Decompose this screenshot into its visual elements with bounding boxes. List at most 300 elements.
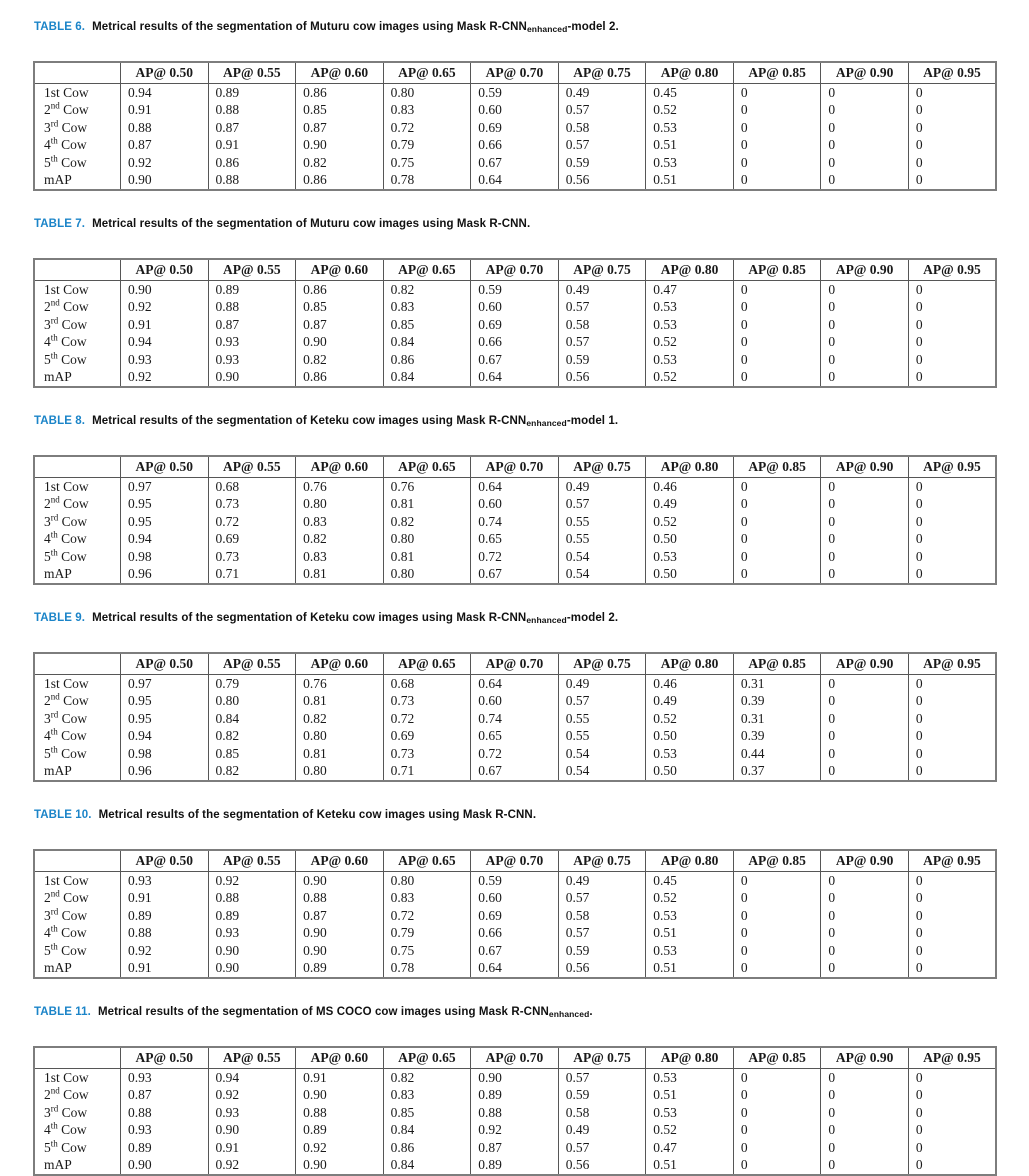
ap-value-cell: 0.54 xyxy=(558,566,646,585)
ap-value-cell: 0.65 xyxy=(471,531,559,549)
ap-value-cell: 0.82 xyxy=(208,728,296,746)
ap-value-cell: 0.51 xyxy=(646,172,734,191)
ap-value-cell: 0 xyxy=(908,496,996,514)
ap-value-cell: 0.93 xyxy=(208,925,296,943)
ap-value-cell: 0.89 xyxy=(208,84,296,102)
ap-value-cell: 0.89 xyxy=(208,281,296,299)
ap-value-cell: 0.67 xyxy=(471,351,559,369)
column-header: AP@ 0.90 xyxy=(821,259,909,281)
ap-value-cell: 0 xyxy=(908,281,996,299)
ap-value-cell: 0.91 xyxy=(208,1139,296,1157)
ap-value-cell: 0.76 xyxy=(383,478,471,496)
ap-value-cell: 0.54 xyxy=(558,548,646,566)
ap-value-cell: 0 xyxy=(821,1122,909,1140)
ap-value-cell: 0.59 xyxy=(471,281,559,299)
ap-value-cell: 0.49 xyxy=(558,675,646,693)
row-label: 4th Cow xyxy=(34,531,121,549)
ap-value-cell: 0 xyxy=(733,872,821,890)
ap-value-cell: 0.59 xyxy=(558,1087,646,1105)
column-header: AP@ 0.85 xyxy=(733,259,821,281)
column-header: AP@ 0.70 xyxy=(471,850,559,872)
ap-value-cell: 0 xyxy=(908,942,996,960)
table-row xyxy=(34,496,996,514)
ap-value-cell: 0.56 xyxy=(558,369,646,388)
ap-value-cell: 0.94 xyxy=(121,334,209,352)
ap-value-cell: 0 xyxy=(821,890,909,908)
ap-value-cell: 0.86 xyxy=(296,281,384,299)
ap-value-cell: 0.90 xyxy=(121,1157,209,1176)
ap-value-cell: 0.89 xyxy=(471,1157,559,1176)
ap-value-cell: 0.53 xyxy=(646,351,734,369)
ordinal-superscript: th xyxy=(50,332,58,343)
ap-value-cell: 0.50 xyxy=(646,728,734,746)
ap-value-cell: 0.82 xyxy=(296,154,384,172)
column-header: AP@ 0.60 xyxy=(296,1047,384,1069)
ap-value-cell: 0.90 xyxy=(471,1069,559,1087)
ap-value-cell: 0.39 xyxy=(733,693,821,711)
ap-value-cell: 0.52 xyxy=(646,369,734,388)
table-block xyxy=(33,414,997,585)
table-row xyxy=(34,316,996,334)
ap-value-cell: 0.56 xyxy=(558,172,646,191)
row-label: 5th Cow xyxy=(34,154,121,172)
column-header: AP@ 0.85 xyxy=(733,62,821,84)
ap-value-cell: 0.97 xyxy=(121,478,209,496)
ap-value-cell: 0 xyxy=(733,513,821,531)
ap-value-cell: 0.90 xyxy=(208,369,296,388)
ap-value-cell: 0 xyxy=(908,1087,996,1105)
row-label: 2nd Cow xyxy=(34,299,121,317)
ap-value-cell: 0 xyxy=(821,351,909,369)
ap-value-cell: 0.53 xyxy=(646,745,734,763)
column-header: AP@ 0.80 xyxy=(646,653,734,675)
table-row xyxy=(34,907,996,925)
table-row xyxy=(34,154,996,172)
ap-value-cell: 0.92 xyxy=(208,1087,296,1105)
ap-value-cell: 0.85 xyxy=(383,316,471,334)
ap-value-cell: 0.67 xyxy=(471,154,559,172)
table-row xyxy=(34,745,996,763)
ap-value-cell: 0.51 xyxy=(646,1087,734,1105)
ap-value-cell: 0.83 xyxy=(296,548,384,566)
ap-value-cell: 0 xyxy=(821,154,909,172)
ap-value-cell: 0.86 xyxy=(296,84,384,102)
ap-value-cell: 0 xyxy=(821,369,909,388)
ap-value-cell: 0.68 xyxy=(208,478,296,496)
ap-value-cell: 0.90 xyxy=(121,281,209,299)
ap-value-cell: 0.37 xyxy=(733,763,821,782)
ap-value-cell: 0.53 xyxy=(646,299,734,317)
ap-value-cell: 0 xyxy=(908,1069,996,1087)
ap-value-cell: 0.66 xyxy=(471,334,559,352)
column-header: AP@ 0.75 xyxy=(558,653,646,675)
ap-value-cell: 0.49 xyxy=(558,1122,646,1140)
ap-value-cell: 0.97 xyxy=(121,675,209,693)
ap-value-cell: 0.75 xyxy=(383,942,471,960)
ordinal-superscript: th xyxy=(50,1120,58,1131)
table-caption xyxy=(34,1005,997,1019)
ap-value-cell: 0.53 xyxy=(646,548,734,566)
ap-value-cell: 0.52 xyxy=(646,334,734,352)
ap-value-cell: 0 xyxy=(821,334,909,352)
ap-value-cell: 0.84 xyxy=(383,1157,471,1176)
column-header: AP@ 0.50 xyxy=(121,62,209,84)
table-caption-label: TABLE 6. xyxy=(34,21,86,33)
ap-value-cell: 0.56 xyxy=(558,1157,646,1176)
ap-value-cell: 0 xyxy=(733,890,821,908)
ap-value-cell: 0 xyxy=(733,299,821,317)
ap-value-cell: 0.55 xyxy=(558,531,646,549)
ap-value-cell: 0 xyxy=(821,745,909,763)
ap-value-cell: 0.54 xyxy=(558,745,646,763)
ap-value-cell: 0.91 xyxy=(121,316,209,334)
corner-header-cell xyxy=(34,850,121,872)
ordinal-superscript: nd xyxy=(50,494,60,505)
column-header: AP@ 0.75 xyxy=(558,259,646,281)
ap-value-cell: 0.85 xyxy=(208,745,296,763)
ap-value-cell: 0.81 xyxy=(296,745,384,763)
ap-value-cell: 0.47 xyxy=(646,1139,734,1157)
column-header: AP@ 0.50 xyxy=(121,1047,209,1069)
ap-value-cell: 0.91 xyxy=(121,890,209,908)
column-header: AP@ 0.60 xyxy=(296,259,384,281)
ap-value-cell: 0.94 xyxy=(121,531,209,549)
table-row xyxy=(34,513,996,531)
ap-value-cell: 0.57 xyxy=(558,693,646,711)
ap-value-cell: 0.82 xyxy=(383,281,471,299)
ordinal-superscript: rd xyxy=(50,118,59,129)
table-block xyxy=(33,20,997,191)
ap-value-cell: 0.53 xyxy=(646,316,734,334)
ap-value-cell: 0.71 xyxy=(208,566,296,585)
ap-value-cell: 0.88 xyxy=(208,299,296,317)
row-label: mAP xyxy=(34,369,121,388)
ap-value-cell: 0.80 xyxy=(296,763,384,782)
ap-value-cell: 0.53 xyxy=(646,154,734,172)
ap-value-cell: 0.78 xyxy=(383,960,471,979)
ap-value-cell: 0.57 xyxy=(558,102,646,120)
ap-value-cell: 0.89 xyxy=(121,1139,209,1157)
column-header: AP@ 0.65 xyxy=(383,62,471,84)
ap-value-cell: 0.90 xyxy=(296,1087,384,1105)
row-label: 1st Cow xyxy=(34,872,121,890)
ap-value-cell: 0 xyxy=(908,745,996,763)
ap-value-cell: 0.93 xyxy=(121,872,209,890)
caption-subscript: enhanced xyxy=(526,615,567,625)
ap-value-cell: 0.60 xyxy=(471,890,559,908)
ap-value-cell: 0.80 xyxy=(383,872,471,890)
column-header: AP@ 0.60 xyxy=(296,456,384,478)
ap-value-cell: 0 xyxy=(821,907,909,925)
table-row xyxy=(34,299,996,317)
ordinal-superscript: nd xyxy=(50,691,60,702)
ap-results-table xyxy=(33,652,997,782)
column-header: AP@ 0.75 xyxy=(558,1047,646,1069)
table-block xyxy=(33,217,997,388)
ap-value-cell: 0.98 xyxy=(121,745,209,763)
ap-value-cell: 0.57 xyxy=(558,334,646,352)
ap-value-cell: 0 xyxy=(733,478,821,496)
ap-value-cell: 0.86 xyxy=(383,1139,471,1157)
column-header: AP@ 0.95 xyxy=(908,456,996,478)
ap-value-cell: 0 xyxy=(821,675,909,693)
header-row xyxy=(34,62,996,84)
ap-value-cell: 0.91 xyxy=(121,102,209,120)
ap-value-cell: 0.59 xyxy=(558,942,646,960)
column-header: AP@ 0.65 xyxy=(383,850,471,872)
ap-value-cell: 0.89 xyxy=(471,1087,559,1105)
table-row xyxy=(34,1139,996,1157)
ap-value-cell: 0 xyxy=(908,907,996,925)
table-caption xyxy=(34,808,997,822)
ap-value-cell: 0.73 xyxy=(208,496,296,514)
ap-value-cell: 0.82 xyxy=(383,1069,471,1087)
caption-subscript: enhanced xyxy=(526,418,567,428)
column-header: AP@ 0.90 xyxy=(821,653,909,675)
row-label: 3rd Cow xyxy=(34,710,121,728)
row-label: mAP xyxy=(34,960,121,979)
column-header: AP@ 0.95 xyxy=(908,259,996,281)
ap-value-cell: 0.60 xyxy=(471,496,559,514)
ap-value-cell: 0.83 xyxy=(383,890,471,908)
ap-value-cell: 0 xyxy=(908,925,996,943)
ap-value-cell: 0 xyxy=(733,316,821,334)
column-header: AP@ 0.85 xyxy=(733,456,821,478)
ap-value-cell: 0.87 xyxy=(296,907,384,925)
ap-value-cell: 0.55 xyxy=(558,728,646,746)
table-row xyxy=(34,872,996,890)
ap-value-cell: 0.54 xyxy=(558,763,646,782)
ap-value-cell: 0 xyxy=(821,925,909,943)
header-row xyxy=(34,456,996,478)
table-row xyxy=(34,351,996,369)
ap-value-cell: 0 xyxy=(908,154,996,172)
ap-value-cell: 0.90 xyxy=(296,1157,384,1176)
ap-value-cell: 0.49 xyxy=(558,872,646,890)
ap-value-cell: 0.67 xyxy=(471,763,559,782)
table-row xyxy=(34,119,996,137)
ap-value-cell: 0.83 xyxy=(383,299,471,317)
ap-value-cell: 0.53 xyxy=(646,1069,734,1087)
ap-value-cell: 0 xyxy=(821,1104,909,1122)
ap-value-cell: 0.64 xyxy=(471,675,559,693)
ap-value-cell: 0.85 xyxy=(296,102,384,120)
table-row xyxy=(34,960,996,979)
ap-value-cell: 0 xyxy=(908,316,996,334)
ap-value-cell: 0 xyxy=(908,172,996,191)
ap-value-cell: 0.73 xyxy=(383,745,471,763)
ap-value-cell: 0 xyxy=(908,351,996,369)
column-header: AP@ 0.50 xyxy=(121,850,209,872)
ap-value-cell: 0 xyxy=(821,281,909,299)
ap-value-cell: 0.80 xyxy=(383,566,471,585)
row-label: mAP xyxy=(34,1157,121,1176)
ap-value-cell: 0.49 xyxy=(558,84,646,102)
row-label: 3rd Cow xyxy=(34,907,121,925)
ap-value-cell: 0.68 xyxy=(383,675,471,693)
ap-value-cell: 0.53 xyxy=(646,1104,734,1122)
caption-subscript: enhanced xyxy=(548,1009,590,1019)
ap-value-cell: 0 xyxy=(821,84,909,102)
ap-value-cell: 0 xyxy=(733,925,821,943)
column-header: AP@ 0.85 xyxy=(733,1047,821,1069)
ap-value-cell: 0.80 xyxy=(296,496,384,514)
row-label: 3rd Cow xyxy=(34,119,121,137)
row-label: 1st Cow xyxy=(34,84,121,102)
ap-value-cell: 0 xyxy=(733,281,821,299)
row-label: 1st Cow xyxy=(34,1069,121,1087)
ap-value-cell: 0.69 xyxy=(471,907,559,925)
table-caption-label: TABLE 11. xyxy=(34,1006,91,1018)
table-row xyxy=(34,1104,996,1122)
ap-value-cell: 0 xyxy=(821,316,909,334)
ap-value-cell: 0.44 xyxy=(733,745,821,763)
ap-results-table xyxy=(33,258,997,388)
row-label: 2nd Cow xyxy=(34,496,121,514)
column-header: AP@ 0.65 xyxy=(383,653,471,675)
ap-value-cell: 0.93 xyxy=(121,1069,209,1087)
column-header: AP@ 0.55 xyxy=(208,456,296,478)
ordinal-superscript: th xyxy=(50,923,58,934)
ap-value-cell: 0.65 xyxy=(471,728,559,746)
table-row xyxy=(34,710,996,728)
ap-value-cell: 0.87 xyxy=(208,119,296,137)
ap-value-cell: 0.45 xyxy=(646,872,734,890)
ap-value-cell: 0.96 xyxy=(121,763,209,782)
ap-value-cell: 0 xyxy=(821,531,909,549)
column-header: AP@ 0.65 xyxy=(383,259,471,281)
column-header: AP@ 0.75 xyxy=(558,850,646,872)
column-header: AP@ 0.90 xyxy=(821,850,909,872)
ap-value-cell: 0 xyxy=(908,693,996,711)
column-header: AP@ 0.75 xyxy=(558,456,646,478)
ap-value-cell: 0.86 xyxy=(296,369,384,388)
table-row xyxy=(34,693,996,711)
ordinal-superscript: th xyxy=(50,529,58,540)
row-label: 3rd Cow xyxy=(34,316,121,334)
ap-value-cell: 0.81 xyxy=(383,548,471,566)
ap-value-cell: 0.79 xyxy=(208,675,296,693)
ap-value-cell: 0 xyxy=(821,1069,909,1087)
ap-value-cell: 0.57 xyxy=(558,925,646,943)
ap-value-cell: 0 xyxy=(821,478,909,496)
ap-value-cell: 0.58 xyxy=(558,316,646,334)
column-header: AP@ 0.65 xyxy=(383,456,471,478)
ap-value-cell: 0.94 xyxy=(121,84,209,102)
ap-value-cell: 0.57 xyxy=(558,137,646,155)
ap-value-cell: 0 xyxy=(821,299,909,317)
ap-value-cell: 0.91 xyxy=(208,137,296,155)
ap-value-cell: 0.69 xyxy=(383,728,471,746)
ap-value-cell: 0.52 xyxy=(646,710,734,728)
caption-subscript: enhanced xyxy=(526,24,568,34)
ap-value-cell: 0.66 xyxy=(471,925,559,943)
ap-value-cell: 0.39 xyxy=(733,728,821,746)
ordinal-superscript: nd xyxy=(50,297,60,308)
ordinal-superscript: th xyxy=(50,744,58,755)
ap-value-cell: 0.52 xyxy=(646,1122,734,1140)
ap-value-cell: 0.55 xyxy=(558,513,646,531)
row-label: 5th Cow xyxy=(34,548,121,566)
ap-value-cell: 0.89 xyxy=(121,907,209,925)
ap-value-cell: 0.64 xyxy=(471,960,559,979)
ap-value-cell: 0.81 xyxy=(296,566,384,585)
row-label: 4th Cow xyxy=(34,334,121,352)
ap-value-cell: 0 xyxy=(908,334,996,352)
ap-value-cell: 0 xyxy=(733,351,821,369)
header-row xyxy=(34,259,996,281)
column-header: AP@ 0.70 xyxy=(471,653,559,675)
ap-value-cell: 0.91 xyxy=(296,1069,384,1087)
ap-value-cell: 0.52 xyxy=(646,102,734,120)
column-header: AP@ 0.50 xyxy=(121,259,209,281)
ap-value-cell: 0.72 xyxy=(383,710,471,728)
ap-value-cell: 0 xyxy=(733,1104,821,1122)
ap-value-cell: 0.69 xyxy=(471,316,559,334)
ap-value-cell: 0.74 xyxy=(471,710,559,728)
ap-value-cell: 0.96 xyxy=(121,566,209,585)
ap-value-cell: 0.84 xyxy=(383,369,471,388)
ap-value-cell: 0 xyxy=(908,1157,996,1176)
ap-value-cell: 0.73 xyxy=(208,548,296,566)
column-header: AP@ 0.80 xyxy=(646,1047,734,1069)
ap-value-cell: 0.90 xyxy=(208,1122,296,1140)
ap-value-cell: 0 xyxy=(821,942,909,960)
ap-value-cell: 0.90 xyxy=(296,872,384,890)
ap-value-cell: 0.72 xyxy=(471,548,559,566)
ap-value-cell: 0 xyxy=(908,531,996,549)
ap-value-cell: 0.53 xyxy=(646,942,734,960)
ap-value-cell: 0.76 xyxy=(296,478,384,496)
row-label: mAP xyxy=(34,566,121,585)
ap-value-cell: 0.49 xyxy=(646,496,734,514)
ap-value-cell: 0 xyxy=(821,872,909,890)
ap-value-cell: 0.95 xyxy=(121,496,209,514)
ap-value-cell: 0.92 xyxy=(208,1157,296,1176)
corner-header-cell xyxy=(34,456,121,478)
ap-value-cell: 0.50 xyxy=(646,531,734,549)
ap-value-cell: 0 xyxy=(733,1139,821,1157)
ap-value-cell: 0.89 xyxy=(208,907,296,925)
ap-value-cell: 0.49 xyxy=(558,478,646,496)
table-row xyxy=(34,1087,996,1105)
row-label: 1st Cow xyxy=(34,675,121,693)
ap-value-cell: 0.67 xyxy=(471,566,559,585)
column-header: AP@ 0.80 xyxy=(646,62,734,84)
column-header: AP@ 0.95 xyxy=(908,1047,996,1069)
ap-value-cell: 0 xyxy=(908,478,996,496)
table-caption-label: TABLE 10. xyxy=(34,809,92,821)
ap-value-cell: 0.78 xyxy=(383,172,471,191)
ordinal-superscript: rd xyxy=(50,315,59,326)
ap-value-cell: 0 xyxy=(821,1157,909,1176)
ap-value-cell: 0.52 xyxy=(646,513,734,531)
ap-value-cell: 0.72 xyxy=(383,907,471,925)
ordinal-superscript: rd xyxy=(50,1103,59,1114)
column-header: AP@ 0.80 xyxy=(646,850,734,872)
column-header: AP@ 0.70 xyxy=(471,62,559,84)
ap-value-cell: 0.90 xyxy=(296,925,384,943)
ap-value-cell: 0.72 xyxy=(471,745,559,763)
column-header: AP@ 0.70 xyxy=(471,259,559,281)
column-header: AP@ 0.95 xyxy=(908,850,996,872)
row-label: 3rd Cow xyxy=(34,513,121,531)
table-row xyxy=(34,675,996,693)
ap-value-cell: 0 xyxy=(821,728,909,746)
row-label: 1st Cow xyxy=(34,281,121,299)
column-header: AP@ 0.95 xyxy=(908,62,996,84)
ap-value-cell: 0.89 xyxy=(296,960,384,979)
